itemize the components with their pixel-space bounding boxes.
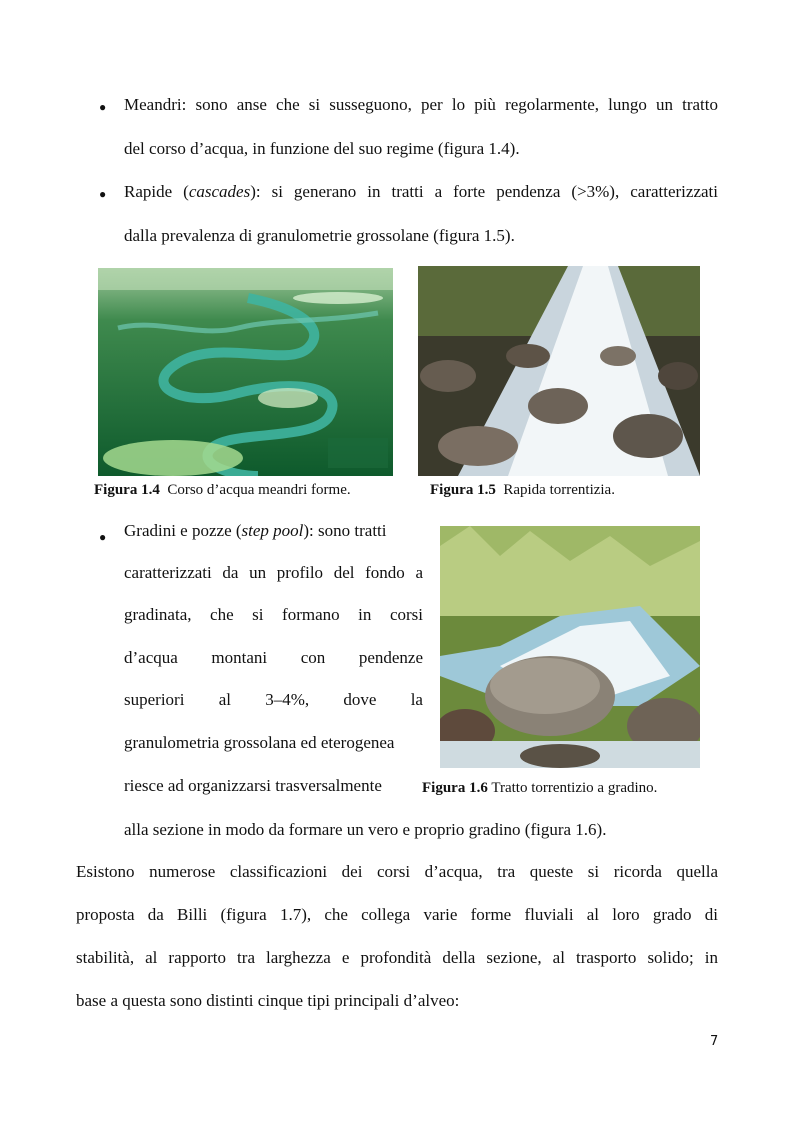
- gradini-line-1: [124, 521, 387, 541]
- word: pendenze: [358, 648, 423, 667]
- word: montani: [211, 648, 268, 667]
- figure-1-5-label: Figura 1.5: [430, 482, 496, 498]
- page-number: 7: [710, 1034, 719, 1049]
- meandri-line-2: del corso d’acqua, in funzione del suo regime (figura 1.4).: [124, 139, 520, 158]
- figure-1-6-label: Figura 1.6: [422, 780, 488, 796]
- paragraph-line-3: stabilità, al rapporto tra larghezza e profondità della sezione, al trasporto solido; in: [76, 948, 718, 967]
- gradini-line-5: [124, 690, 423, 710]
- rapide-line-1: [124, 182, 718, 202]
- bullet-marker: ●: [99, 100, 107, 114]
- paragraph-line-4: base a questa sono distinti cinque tipi principali d’alveo:: [76, 991, 460, 1010]
- gradini-term-italic: step pool: [241, 521, 304, 540]
- figure-1-4-text: Corso d’acqua meandri forme.: [167, 482, 351, 498]
- word: superiori: [124, 690, 185, 709]
- word: d’acqua: [124, 648, 178, 667]
- gradini-line-7: riesce ad organizzarsi trasversalmente: [124, 776, 382, 795]
- gradini-line-2: caratterizzati da un profilo del fondo a: [124, 563, 423, 582]
- word: la: [410, 690, 423, 709]
- rapide-line-1-post: ): si generano in tratti a forte pendenza (>3%), caratterizzati: [250, 182, 718, 201]
- bullet-marker: ●: [99, 187, 107, 201]
- figure-1-4-label: Figura 1.4: [94, 482, 160, 498]
- figure-1-5-text: Rapida torrentizia.: [503, 482, 615, 498]
- paragraph-line-1: Esistono numerose classificazioni dei corsi d’acqua, tra queste si ricorda quella: [76, 862, 718, 881]
- gradini-line-4: [124, 648, 423, 668]
- rapide-line-2: dalla prevalenza di granulometrie grossolane (figura 1.5).: [124, 226, 515, 245]
- bullet-marker: ●: [99, 530, 107, 544]
- gradini-line-6: granulometria grossolana ed eterogenea: [124, 733, 395, 752]
- figure-1-5-rapids-image: [418, 266, 700, 476]
- word: dove: [343, 690, 377, 709]
- gradini-line-1-post: ): sono tratti: [303, 521, 387, 540]
- meandri-line-1: Meandri: sono anse che si susseguono, per lo più regolarmente, lungo un tratto: [124, 95, 718, 114]
- figure-1-6-step-pool-image: [440, 526, 700, 768]
- word: 3–4%,: [265, 690, 310, 709]
- figure-1-4-meanders-image: [98, 268, 393, 476]
- rapide-term-italic: cascades: [188, 182, 251, 201]
- gradini-line-8: alla sezione in modo da formare un vero e proprio gradino (figura 1.6).: [124, 820, 607, 839]
- figure-1-5-caption: [430, 481, 615, 499]
- word: al: [218, 690, 231, 709]
- gradini-line-3: gradinata, che si formano in corsi: [124, 605, 423, 624]
- figure-1-6-text: Tratto torrentizio a gradino.: [491, 780, 658, 796]
- figure-1-4-caption: [94, 481, 351, 499]
- word: con: [300, 648, 326, 667]
- figure-1-6-caption: [422, 779, 657, 797]
- gradini-line-1-pre: Gradini e pozze (: [124, 521, 242, 540]
- paragraph-line-2: proposta da Billi (figura 1.7), che collega varie forme fluviali al loro grado di: [76, 905, 718, 924]
- rapide-line-1-pre: Rapide (: [124, 182, 189, 201]
